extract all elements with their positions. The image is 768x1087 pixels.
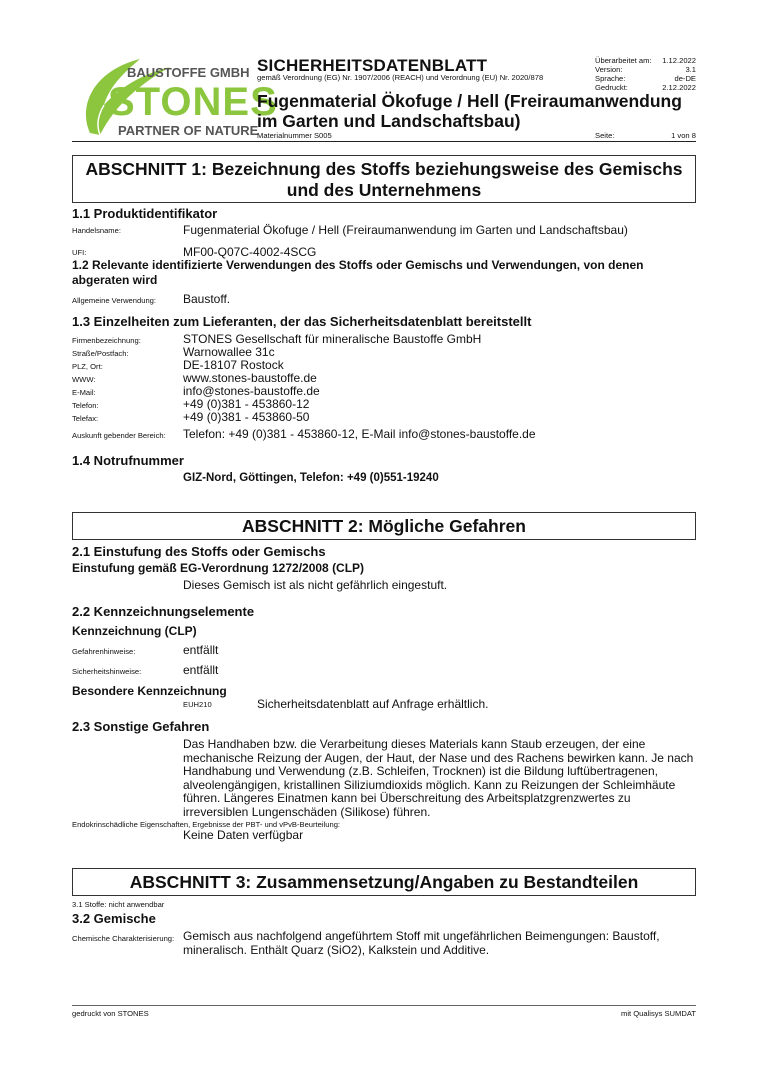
heading-1-4: 1.4 Notrufnummer bbox=[72, 453, 184, 468]
logo-top-text: BAUSTOFFE GMBH bbox=[127, 65, 250, 80]
supplier-value: Warnowallee 31c bbox=[183, 345, 275, 359]
supplier-value: +49 (0)381 - 453860-50 bbox=[183, 410, 310, 424]
meta-value: 2.12.2022 bbox=[662, 83, 696, 92]
classification-text: Dieses Gemisch ist als nicht gefährlich eingestuft. bbox=[183, 578, 448, 592]
substances-note: 3.1 Stoffe: nicht anwendbar bbox=[72, 900, 165, 909]
heading-3-2: 3.2 Gemische bbox=[72, 911, 156, 926]
hazard-label: Gefahrenhinweise: bbox=[72, 647, 136, 656]
other-hazards-text bbox=[183, 738, 703, 820]
text-line: führen. Längeres Einatmen kann bei Überschreitung des Arbeitsplatzgrenzwertes zu bbox=[183, 791, 631, 806]
chemical-label: Chemische Charakterisierung: bbox=[72, 934, 175, 943]
supplier-label: WWW: bbox=[72, 375, 96, 384]
heading-2-2: 2.2 Kennzeichnungselemente bbox=[72, 604, 255, 619]
heading-2-1: 2.1 Einstufung des Stoffs oder Gemischs bbox=[72, 544, 326, 559]
euh-code: EUH210 bbox=[183, 700, 212, 709]
safety-label: Sicherheitshinweise: bbox=[72, 667, 142, 676]
website-link[interactable]: www.stones-baustoffe.de bbox=[183, 371, 317, 385]
supplier-label: Telefax: bbox=[72, 414, 99, 423]
footer-divider bbox=[72, 1005, 696, 1006]
heading-1-1: 1.1 Produktidentifikator bbox=[72, 206, 218, 221]
euh-text: Sicherheitsdatenblatt auf Anfrage erhältlich. bbox=[257, 697, 489, 711]
section-3-title: ABSCHNITT 3: Zusammensetzung/Angaben zu Bestandteilen bbox=[72, 868, 696, 896]
subheading-clp-labelling: Kennzeichnung (CLP) bbox=[72, 624, 197, 638]
meta-value: de-DE bbox=[674, 74, 696, 83]
page-label: Seite: bbox=[595, 131, 615, 140]
chemical-characterisation bbox=[183, 930, 703, 957]
section-1-title: ABSCHNITT 1: Bezeichnung des Stoffs beziehungsweise des Gemischs und des Unternehmens bbox=[72, 155, 696, 203]
meta-value: 3.1 bbox=[685, 65, 696, 74]
ufi-label: UFI: bbox=[72, 248, 87, 257]
trade-name-value: Fugenmaterial Ökofuge / Hell (Freiraumanwendung im Garten und Landschaftsbau) bbox=[183, 223, 628, 237]
subheading-clp-classification: Einstufung gemäß EG-Verordnung 1272/2008 (CLP) bbox=[72, 561, 365, 575]
emergency-number: GIZ-Nord, Göttingen, Telefon: +49 (0)551-19240 bbox=[183, 472, 439, 484]
material-number: Materialnummer S005 bbox=[257, 131, 332, 140]
meta-value: 1.12.2022 bbox=[662, 56, 696, 65]
logo-bottom-text: PARTNER OF NATURE bbox=[118, 123, 259, 138]
email-link[interactable]: info@stones-baustoffe.de bbox=[183, 384, 320, 398]
document-title: SICHERHEITSDATENBLATT bbox=[257, 56, 488, 75]
use-value: Baustoff. bbox=[183, 292, 231, 306]
meta-label: Überarbeitet am: bbox=[595, 56, 652, 65]
use-label: Allgemeine Verwendung: bbox=[72, 296, 157, 305]
text-line: mineralisch. Enthält Quarz (SiO2), Kalkstein und Additive. bbox=[183, 942, 490, 957]
document-subtitle: gemäß Verordnung (EG) Nr. 1907/2006 (REACH) und Verordnung (EU) Nr. 2020/878 bbox=[257, 73, 544, 82]
supplier-label: PLZ, Ort: bbox=[72, 362, 103, 371]
supplier-value: DE-18107 Rostock bbox=[183, 358, 284, 372]
text-line: alveolengängigen, kristallinen Siliziumdioxids möglich. Kann zu Reizungen der Schleimhäute bbox=[183, 777, 676, 792]
safety-value: entfällt bbox=[183, 663, 219, 677]
supplier-value: +49 (0)381 - 453860-12 bbox=[183, 397, 310, 411]
footer-software: mit Qualisys SUMDAT bbox=[621, 1009, 696, 1018]
heading-2-3: 2.3 Sonstige Gefahren bbox=[72, 719, 210, 734]
text-line: Gemisch aus nachfolgend angeführtem Stoff mit ungefährlichen Beimengungen: Baustoff, bbox=[183, 929, 660, 943]
endocrine-label: Endokrinschädliche Eigenschaften, Ergebnisse der PBT- und vPvB-Beurteilung: bbox=[72, 820, 341, 829]
supplier-label: Telefon: bbox=[72, 401, 99, 410]
text-line: mechanische Reizung der Augen, der Haut, der Nase und des Rachens bewirken kann. Je nach bbox=[183, 750, 694, 765]
subheading-special-labelling: Besondere Kennzeichnung bbox=[72, 684, 227, 698]
supplier-label: Straße/Postfach: bbox=[72, 349, 129, 358]
section-2-title: ABSCHNITT 2: Mögliche Gefahren bbox=[72, 512, 696, 540]
trade-name-label: Handelsname: bbox=[72, 226, 121, 235]
text-line: irreversiblen Lungenschäden (Silikose) führen. bbox=[183, 804, 431, 819]
ufi-value: MF00-Q07C-4002-4SCG bbox=[183, 245, 317, 259]
text-line: Das Handhaben bzw. die Verarbeitung dieses Materials kann Staub erzeugen, der eine bbox=[183, 737, 646, 751]
supplier-label: E-Mail: bbox=[72, 388, 96, 397]
heading-1-2: 1.2 Relevante identifizierte Verwendungen des Stoffs oder Gemischs und Verwendungen, von denen abgeraten wird bbox=[72, 258, 644, 287]
meta-label: Version: bbox=[595, 65, 623, 74]
hazard-value: entfällt bbox=[183, 643, 219, 657]
info-value: Telefon: +49 (0)381 - 453860-12, E-Mail info@stones-baustoffe.de bbox=[183, 427, 536, 441]
text-line: Handhabung und Verwendung (z.B. Schleifen, Trocknen) ist die Bildung luftübertragenen, bbox=[183, 764, 658, 779]
meta-label: Sprache: bbox=[595, 74, 626, 83]
header-divider bbox=[72, 141, 696, 142]
revision-meta bbox=[595, 56, 696, 92]
supplier-label: Firmenbezeichnung: bbox=[72, 336, 141, 345]
stones-logo bbox=[70, 55, 278, 145]
product-title: Fugenmaterial Ökofuge / Hell (Freiraumanwendung im Garten und Landschaftsbau) bbox=[257, 91, 682, 131]
meta-label: Gedruckt: bbox=[595, 83, 628, 92]
endocrine-value: Keine Daten verfügbar bbox=[183, 828, 304, 842]
logo-main-text: STONES bbox=[108, 80, 278, 124]
info-label: Auskunft gebender Bereich: bbox=[72, 431, 166, 440]
footer-printed-by: gedruckt von STONES bbox=[72, 1009, 149, 1018]
heading-1-3: 1.3 Einzelheiten zum Lieferanten, der das Sicherheitsdatenblatt bereitstellt bbox=[72, 314, 532, 329]
page-number: 1 von 8 bbox=[671, 131, 696, 140]
supplier-value: STONES Gesellschaft für mineralische Baustoffe GmbH bbox=[183, 332, 482, 346]
